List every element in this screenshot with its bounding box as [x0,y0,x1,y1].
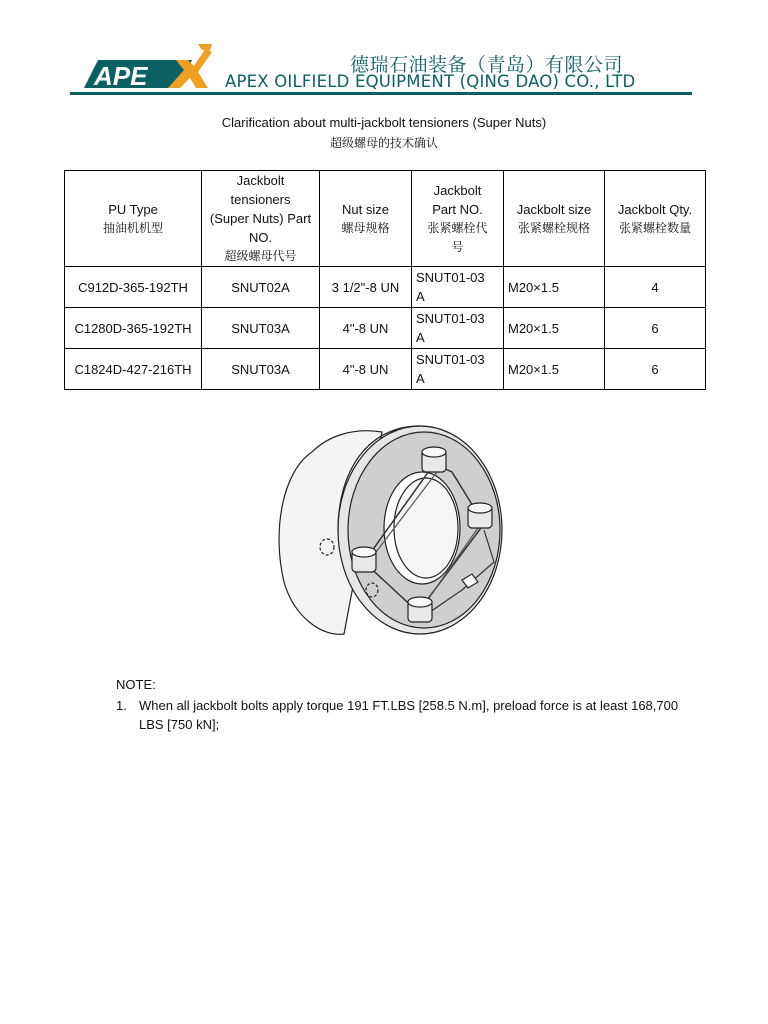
cell-super-nut: SNUT03A [202,308,320,349]
cell-nut-size: 3 1/2"-8 UN [320,267,412,308]
cell-jackbolt-part [412,267,504,308]
header-text-cn: 号 [451,239,464,254]
header-text: Jackbolt [433,182,482,198]
cell-pu-type: C1824D-427-216TH [65,349,202,390]
header-jackbolt-part [412,171,504,267]
apex-logo [80,42,212,92]
header-text: Nut size [342,201,389,217]
header-text: Jackbolt Qty. [617,201,693,217]
cell-pu-type: C912D-365-192TH [65,267,202,308]
header-text-cn: 螺母规格 [341,220,390,235]
header-text: Part NO. [432,201,483,217]
header-text: NO. [248,230,273,245]
header-jackbolt-size [504,171,605,267]
cell-text: A [416,371,425,386]
company-name-cn: 德瑞石油装备（青岛）有限公司 [350,54,624,76]
header-super-nut [202,171,320,267]
header-text-cn: 抽油机机型 [102,220,163,235]
cell-nut-size: 4"-8 UN [320,349,412,390]
header-text: PU Type [108,201,158,217]
cell-nut-size: 4"-8 UN [320,308,412,349]
header-text-cn: 张紧螺栓数量 [618,220,691,235]
header-text-cn: 张紧螺栓代 [427,220,488,235]
cell-jackbolt-part [412,308,504,349]
cell-super-nut: SNUT03A [202,349,320,390]
cell-jackbolt-size: M20×1.5 [504,349,605,390]
table-row [65,267,706,308]
cell-text: A [416,289,425,304]
cell-jackbolt-size: M20×1.5 [504,267,605,308]
cell-text: SNUT01-03 [416,270,485,285]
document-title-cn: 超级螺母的技术确认 [329,136,438,150]
note-text: When all jackbolt bolts apply torque 191 FT.LBS [258.5 N.m], preload force is at least 168,700 LBS [750 kN]; [139,698,679,732]
cell-text: SNUT01-03 [416,311,485,326]
company-name-en: APEX OILFIELD EQUIPMENT (QING DAO) CO., LTD [225,72,636,91]
spec-table [64,170,706,390]
header-pu-type [65,171,202,267]
header-nut-size [320,171,412,267]
svg-text:APE: APE [94,61,148,91]
document-title-en: Clarification about multi-jackbolt tensioners (Super Nuts) [221,115,547,130]
header-text: Jackbolt [236,173,285,188]
note-heading: NOTE: [116,677,156,692]
cell-super-nut: SNUT02A [202,267,320,308]
super-nut-drawing [272,412,512,644]
cell-qty: 4 [605,267,706,308]
table-row [65,308,706,349]
header-text: tensioners [230,192,291,207]
header-jackbolt-qty [605,171,706,267]
table-header-row [65,171,706,267]
cell-jackbolt-size: M20×1.5 [504,308,605,349]
cell-text: A [416,330,425,345]
header-text: (Super Nuts) Part [209,211,312,226]
table-row [65,349,706,390]
note-number: 1. [116,698,127,713]
header-text-cn: 张紧螺栓规格 [517,220,590,235]
cell-text: SNUT01-03 [416,352,485,367]
header-divider [70,92,692,95]
letterhead [70,38,692,98]
cell-qty: 6 [605,308,706,349]
cell-jackbolt-part [412,349,504,390]
cell-pu-type: C1280D-365-192TH [65,308,202,349]
header-text-cn: 超级螺母代号 [224,249,297,263]
cell-qty: 6 [605,349,706,390]
header-text: Jackbolt size [516,201,592,217]
